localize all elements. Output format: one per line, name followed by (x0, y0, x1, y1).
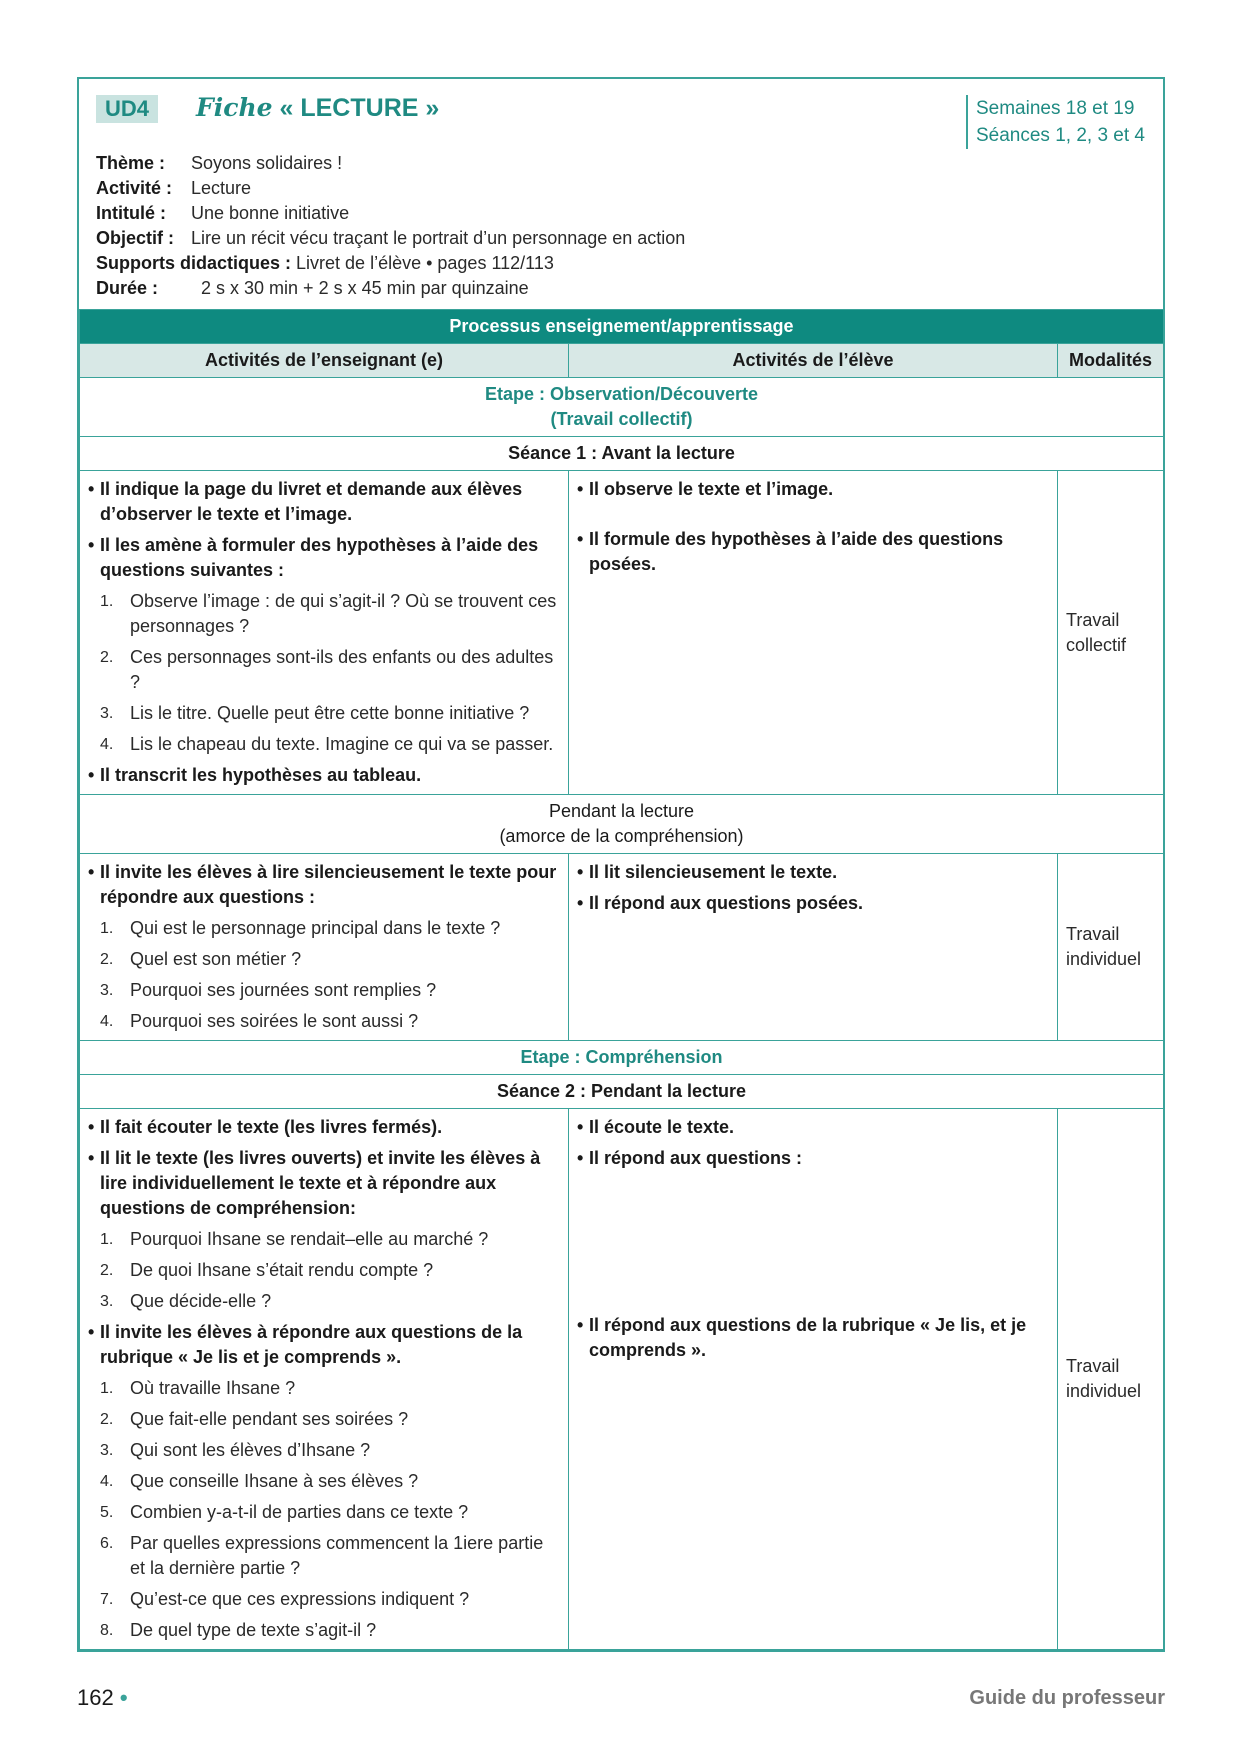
weeks-text: Semaines 18 et 19 (975, 98, 1135, 119)
list-item: 2. De quoi Ihsane s’était rendu compte ? (100, 1260, 434, 1280)
list-item: 5. Combien y-a-t-il de parties dans ce texte ? (100, 1502, 469, 1522)
lesson-sheet (77, 77, 1165, 1652)
meta-intitule: Intitulé : Une bonne initiative (96, 203, 350, 223)
student-activities: • Il écoute le texte. • Il répond aux questions : • Il répond aux questions de la rubrique « Je lis, et je comprends ». (569, 1109, 1058, 1650)
meta-supports: Supports didactiques : Livret de l’élève • pages 112/113 (96, 253, 554, 273)
modality-cell: Travail individuel (1058, 854, 1164, 1041)
list-item: 8. De quel type de texte s’agit-il ? (100, 1620, 377, 1640)
seance-2-row (80, 1109, 1164, 1650)
schedule-box (966, 95, 1145, 149)
list-item: 6. Par quelles expressions commencent la 1iere partie et la dernière partie ? (100, 1533, 544, 1578)
process-table (79, 309, 1164, 1650)
fiche-word: Fiche (196, 93, 273, 122)
pendant-heading: Pendant la lecture (amorce de la compréhension) (80, 795, 1164, 854)
seance-1-row (80, 471, 1164, 795)
modality-cell: Travail individuel (1058, 1109, 1164, 1650)
sessions-text: Séances 1, 2, 3 et 4 (975, 125, 1145, 146)
modality-cell: Travail collectif (1058, 471, 1164, 795)
seance-2-heading: Séance 2 : Pendant la lecture (80, 1075, 1164, 1109)
list-item: 3. Lis le titre. Quelle peut être cette bonne initiative ? (100, 703, 530, 723)
lesson-meta (96, 151, 685, 301)
teacher-activities: • Il invite les élèves à lire silencieusement le texte pour répondre aux questions : 1. Qui est le personnage principal dans le texte ? 2. Quel est son métier ? 3. Pourquoi ses journées sont remplies ? 4. Pourquoi ses soirées le sont aussi ? (80, 854, 569, 1041)
guide-label: Guide du professeur (969, 1687, 1165, 1709)
pendant-row (80, 854, 1164, 1041)
student-activities: • Il observe le texte et l’image. • Il formule des hypothèses à l’aide des questions posées. (569, 471, 1058, 795)
list-item: 3. Que décide-elle ? (100, 1291, 272, 1311)
list-item: 1. Où travaille Ihsane ? (100, 1378, 296, 1398)
fiche-title-text: « LECTURE » (279, 94, 440, 122)
list-item: 4. Lis le chapeau du texte. Imagine ce qui va se passer. (100, 734, 554, 754)
etape-comprehension: Etape : Compréhension (80, 1041, 1164, 1075)
list-item: 2. Que fait-elle pendant ses soirées ? (100, 1409, 409, 1429)
seance-1-heading: Séance 1 : Avant la lecture (80, 437, 1164, 471)
list-item: 1. Observe l’image : de qui s’agit-il ? Où se trouvent ces personnages ? (100, 591, 557, 636)
meta-duree: Durée : 2 s x 30 min + 2 s x 45 min par quinzaine (96, 278, 529, 298)
etape-observation: Etape : Observation/Découverte (Travail collectif) (80, 378, 1164, 437)
meta-activite: Activité : Lecture (96, 178, 252, 198)
list-item: 4. Que conseille Ihsane à ses élèves ? (100, 1471, 419, 1491)
sheet-header (79, 79, 1163, 309)
meta-objectif: Objectif : Lire un récit vécu traçant le portrait d’un personnage en action (96, 228, 686, 248)
page-footer (77, 1685, 1165, 1715)
teacher-activities: • Il indique la page du livret et demande aux élèves d’observer le texte et l’image. • Il les amène à formuler des hypothèses à l’aide des questions suivantes : 1. Observe l’image : de qui s’agit-il ? Où se trouvent ces personnages ? 2. Ces personnages sont-ils des enfants ou des adultes ? 3. Lis le titre. Quelle peut être cette bonne initiative ? 4. Lis le chapeau du texte. Imagine ce qui va se passer. • Il transcrit les hypothèses au tableau. (80, 471, 569, 795)
student-activities: • Il lit silencieusement le texte. • Il répond aux questions posées. (569, 854, 1058, 1041)
list-item: 7. Qu’est-ce que ces expressions indiquent ? (100, 1589, 470, 1609)
process-heading: Processus enseignement/apprentissage (80, 310, 1164, 344)
list-item: 2. Quel est son métier ? (100, 949, 302, 969)
sheet-title (196, 93, 439, 123)
meta-theme: Thème : Soyons solidaires ! (96, 153, 343, 173)
page-number: 162 • (77, 1685, 128, 1710)
teacher-activities: • Il fait écouter le texte (les livres fermés). • Il lit le texte (les livres ouverts) et invite les élèves à lire individuellement le texte et à répondre aux questions de compréhension: 1. Pourquoi Ihsane se rendait–elle au marché ? 2. De quoi Ihsane s’était rendu compte ? 3. Que décide-elle ? • Il invite les élèves à répondre aux questions de la rubrique « Je lis et je comprends ». 1. Où travaille Ihsane ? 2. Que fait-elle pendant ses soirées ? 3. Qui sont les élèves d’Ihsane ? 4. Que conseille Ihsane à ses élèves ? 5. Combien y-a-t-il de parties dans ce texte ? 6. Par quelles expressions commencent la 1iere partie et la dernière partie ? 7. Qu’est-ce que ces expressions indiquent ? 8. De quel type de texte s’agit-il ? (80, 1109, 569, 1650)
list-item: 2. Ces personnages sont-ils des enfants ou des adultes ? (100, 647, 554, 692)
footer-bullet: • (119, 1685, 128, 1710)
col-teacher-header: Activités de l’enseignant (e) (80, 344, 569, 378)
list-item: 3. Qui sont les élèves d’Ihsane ? (100, 1440, 371, 1460)
unit-badge: UD4 (96, 95, 158, 123)
col-student-header: Activités de l’élève (569, 344, 1058, 378)
list-item: 3. Pourquoi ses journées sont remplies ? (100, 980, 437, 1000)
col-modality-header: Modalités (1058, 344, 1164, 378)
list-item: 1. Qui est le personnage principal dans le texte ? (100, 918, 501, 938)
list-item: 1. Pourquoi Ihsane se rendait–elle au marché ? (100, 1229, 489, 1249)
list-item: 4. Pourquoi ses soirées le sont aussi ? (100, 1011, 419, 1031)
